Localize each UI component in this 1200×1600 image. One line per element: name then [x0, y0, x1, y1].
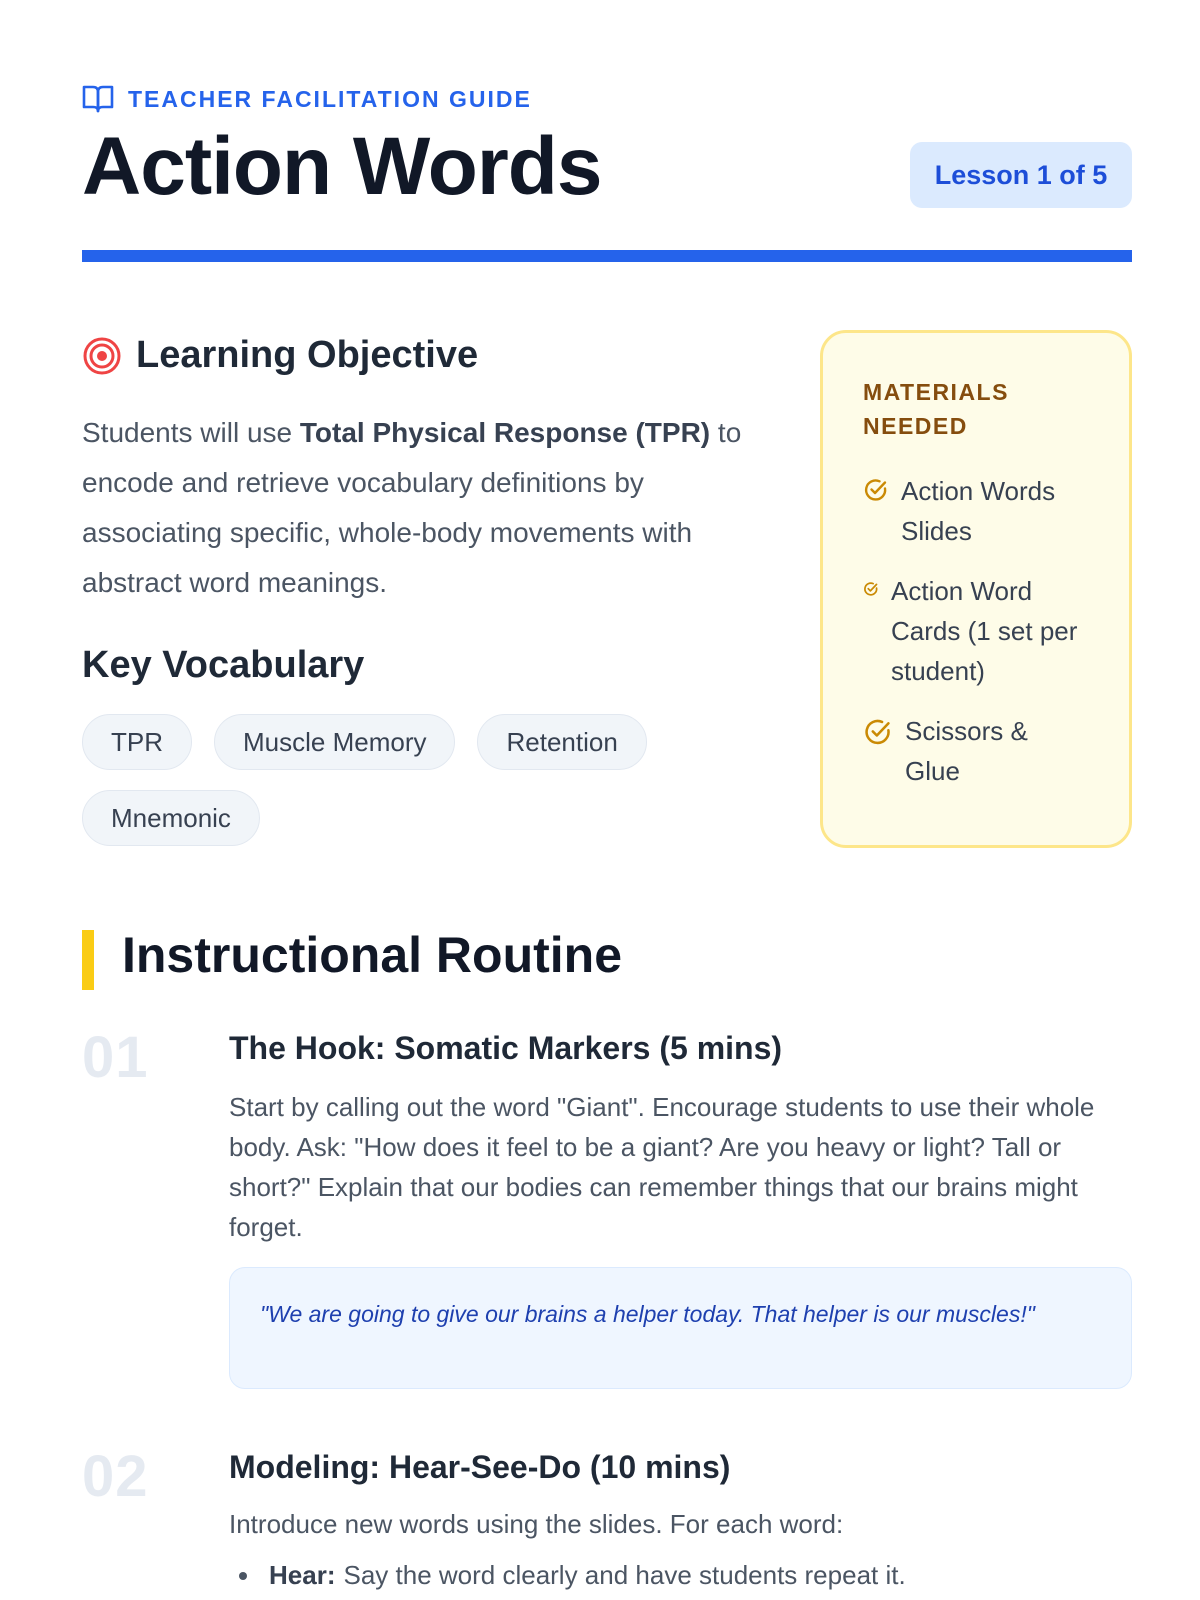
objective-text [82, 408, 782, 608]
materials-item [863, 711, 1089, 791]
bullet-text: Say the word clearly and have students repeat it. [343, 1560, 906, 1590]
check-circle-icon [863, 717, 893, 747]
title-divider [82, 250, 1132, 262]
step-text: Start by calling out the word "Giant". Encourage students to use their whole body. Ask: "How does it feel to be a giant? Are you heavy or light? Tall or short?" Explain that our bodies can remember things that our brains might forget. [229, 1092, 1095, 1242]
objective-heading: Learning Objective [136, 334, 479, 376]
materials-item [863, 571, 1089, 691]
materials-item [863, 471, 1089, 551]
materials-box [820, 330, 1132, 848]
routine-heading: Instructional Routine [122, 927, 622, 983]
vocab-chip-muscle-memory: Muscle Memory [214, 714, 455, 770]
open-book-icon [82, 84, 114, 114]
bullet-label: Hear: [269, 1560, 336, 1590]
materials-item-label: Action Word Cards (1 set per student) [891, 576, 1078, 686]
eyebrow-label: TEACHER FACILITATION GUIDE [128, 85, 532, 112]
materials-list [863, 471, 1089, 791]
vocab-chip-tpr: TPR [82, 714, 192, 770]
vocabulary-heading: Key Vocabulary [82, 644, 365, 686]
check-circle-icon [863, 477, 889, 503]
step-title: The Hook: Somatic Markers (5 mins) [229, 1030, 783, 1066]
objective-text-bold: Total Physical Response (TPR) [299, 417, 711, 448]
objective-text-lead: Students will use [82, 417, 300, 448]
materials-heading: MATERIALS NEEDED [863, 379, 1009, 439]
routine-accent-bar [82, 930, 94, 990]
vocab-chip-mnemonic: Mnemonic [82, 790, 260, 846]
materials-item-label: Scissors & Glue [905, 716, 1028, 786]
step-number: 01 [82, 1025, 149, 1090]
target-icon [82, 336, 122, 376]
step-bullet [239, 1560, 906, 1591]
materials-item-label: Action Words Slides [901, 476, 1056, 546]
step-number: 02 [82, 1444, 149, 1509]
vocab-chip-retention: Retention [477, 714, 646, 770]
objective-text-rest: to encode and retrieve vocabulary definitions by associating specific, whole-body movements with abstract word meanings. [82, 417, 742, 598]
bullet-dot [239, 1572, 247, 1580]
lesson-badge: Lesson 1 of 5 [910, 142, 1132, 208]
vocabulary-chips [82, 714, 782, 846]
teacher-script-quote: "We are going to give our brains a helper today. That helper is our muscles!" [229, 1267, 1132, 1389]
check-circle-icon [863, 581, 879, 597]
step-title: Modeling: Hear-See-Do (10 mins) [229, 1449, 731, 1485]
step-text: Introduce new words using the slides. For each word: [229, 1509, 844, 1539]
eyebrow [82, 84, 532, 114]
page-title: Action Words [82, 121, 602, 212]
objective-header [82, 334, 478, 377]
